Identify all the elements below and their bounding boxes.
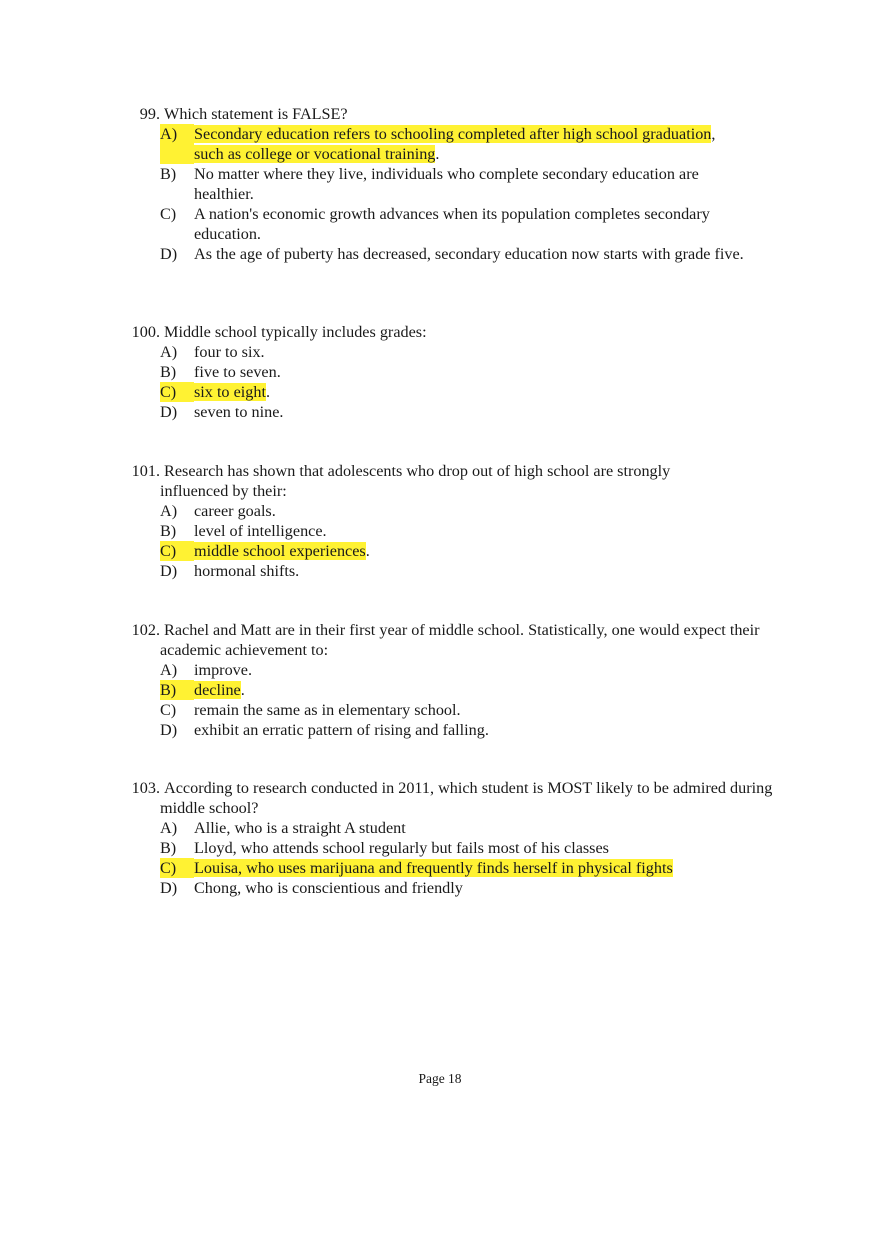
question-text: Research has shown that adolescents who drop out of high school are strongly influenced by their: [160, 462, 671, 500]
option-letter: B) [160, 522, 177, 540]
option-text: As the age of puberty has decreased, secondary education now starts with grade five. [194, 245, 744, 263]
option-text: A nation's economic growth advances when its population completes secondary education. [194, 205, 710, 243]
option-letter: D) [160, 562, 178, 580]
option-letter: D) [160, 403, 178, 421]
option-b [160, 362, 780, 382]
option-letter: D) [160, 721, 178, 739]
option-text: career goals. [194, 502, 276, 520]
option-text: remain the same as in elementary school. [194, 701, 461, 719]
option-text-highlighted: Secondary education refers to schooling completed after high school graduation [194, 125, 712, 143]
option-letter: C) [160, 858, 194, 878]
question-text: Middle school typically includes grades: [164, 323, 427, 341]
option-letter: B) [160, 363, 177, 381]
option-text-highlighted: decline [194, 681, 241, 699]
question-103 [120, 778, 780, 898]
option-letter: B) [160, 165, 177, 183]
option-text-highlighted-2: such as college or vocational training [194, 145, 436, 163]
option-letter: B) [160, 680, 194, 700]
option-b [160, 164, 780, 204]
option-a [160, 342, 780, 362]
option-text: level of intelligence. [194, 522, 327, 540]
option-c [160, 204, 780, 244]
question-99 [120, 104, 780, 264]
question-number: 99. [139, 105, 160, 123]
option-a [160, 501, 780, 521]
option-c [160, 858, 780, 878]
option-c [160, 700, 780, 720]
option-letter: A) [160, 343, 178, 361]
option-text: Chong, who is conscientious and friendly [194, 879, 463, 897]
option-d [160, 878, 780, 898]
option-text: Allie, who is a straight A student [194, 819, 406, 837]
question-number: 103. [131, 779, 160, 797]
option-letter: C) [160, 205, 177, 223]
question-number: 100. [131, 323, 160, 341]
option-letter: C) [160, 701, 177, 719]
option-letter: C) [160, 382, 194, 402]
option-letter: D) [160, 879, 178, 897]
option-d [160, 402, 780, 422]
option-text: No matter where they live, individuals who complete secondary education are healthier. [194, 165, 699, 203]
option-text: seven to nine. [194, 403, 284, 421]
option-text: four to six. [194, 343, 265, 361]
question-102 [120, 620, 780, 740]
option-d [160, 561, 780, 581]
option-text-highlighted: middle school experiences [194, 542, 366, 560]
option-text: Lloyd, who attends school regularly but fails most of his classes [194, 839, 609, 857]
option-text: five to seven. [194, 363, 281, 381]
option-letter: A) [160, 661, 178, 679]
option-b: B) decline. [160, 681, 245, 699]
question-text: Which statement is FALSE? [164, 105, 348, 123]
option-letter: C) [160, 541, 194, 561]
option-d [160, 244, 780, 264]
question-text: According to research conducted in 2011, which student is MOST likely to be admired during middle school? [160, 779, 773, 817]
option-b [160, 521, 780, 541]
question-number: 101. [131, 462, 160, 480]
option-letter: A) [160, 502, 178, 520]
option-letter: A) [160, 124, 194, 164]
option-letter: A) [160, 819, 178, 837]
option-d [160, 720, 780, 740]
question-text: Rachel and Matt are in their first year of middle school. Statistically, one would expect their academic achievement to: [160, 621, 760, 659]
question-number: 102. [131, 621, 160, 639]
page-number: Page 18 [418, 1071, 462, 1086]
option-a [160, 818, 780, 838]
option-a [160, 660, 780, 680]
option-text: exhibit an erratic pattern of rising and falling. [194, 721, 489, 739]
option-text-highlighted: six to eight [194, 383, 266, 401]
question-101 [120, 461, 780, 581]
option-text-highlighted: Louisa, who uses marijuana and frequently finds herself in physical fights [194, 859, 673, 877]
option-c: C) middle school experiences. [160, 542, 370, 560]
option-c: C) six to eight. [160, 383, 270, 401]
option-text: hormonal shifts. [194, 562, 300, 580]
option-letter: B) [160, 839, 177, 857]
option-a: A) Secondary education refers to schooling completed after high school graduation, such as college or vocational training. [160, 125, 716, 163]
option-b [160, 838, 780, 858]
option-text: improve. [194, 661, 252, 679]
question-100 [120, 322, 780, 422]
option-letter: D) [160, 245, 178, 263]
